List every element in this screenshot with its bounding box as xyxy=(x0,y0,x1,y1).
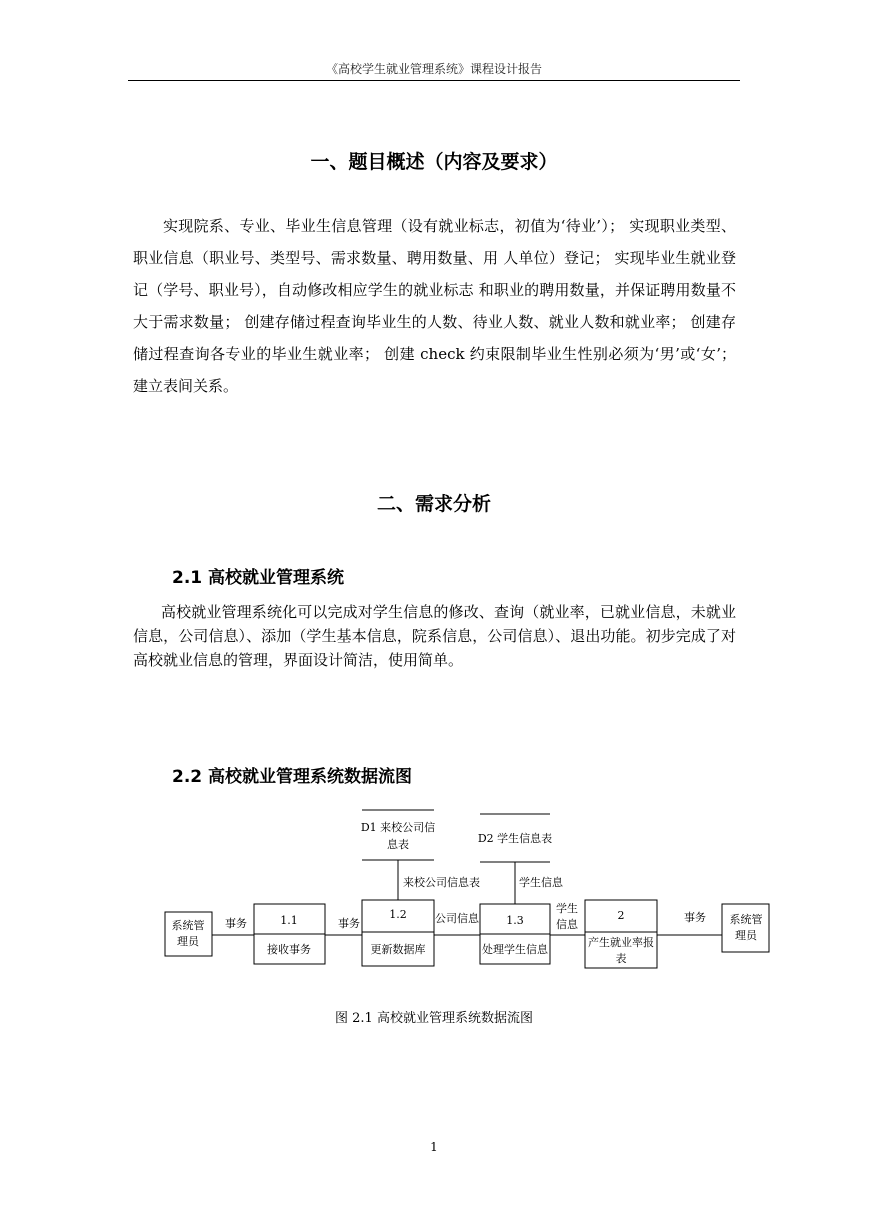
page-header-title: 《高校学生就业管理系统》课程设计报告 xyxy=(325,62,542,76)
process-1-1-id: 1.1 xyxy=(280,914,298,927)
datastore-d1-line2: 息表 xyxy=(387,838,409,851)
section1-paragraph: 实现院系、专业、毕业生信息管理（设有就业标志，初值为‘待业’）； 实现职业类型、职业信息（职业号、类型号、需求数量、聘用数量、用 人单位）登记； 实现毕业生就业登记（学号、职业号），自动修改相应学生的就业标志 和职业的聘用数量，并保证聘用数量不大于需求数量； 创建存储过程查询毕业生的人数、待业人数、就业人数和就业率； 创建存储过程查询各专业的毕业生就业率； 创建 check 约束限制毕业生性别必须为‘男’或‘女’； 建立表间关系。 xyxy=(133,217,736,395)
flow-label-e: 事务 xyxy=(684,911,706,924)
flow-label-b: 事务 xyxy=(338,917,360,930)
entity-right-line2: 理员 xyxy=(735,929,757,942)
subsection-2-1-heading: 2.1 高校就业管理系统 xyxy=(172,568,345,588)
flow-label-d-line2: 信息 xyxy=(556,918,578,931)
flow-label-d1: 来校公司信息表 xyxy=(403,876,480,889)
datastore-d1-line1: D1 来校公司信 xyxy=(360,821,436,834)
flow-label-d-line1: 学生 xyxy=(556,902,578,915)
subsection-2-2-heading: 2.2 高校就业管理系统数据流图 xyxy=(172,767,413,787)
process-1-2-id: 1.2 xyxy=(389,908,407,921)
entity-left-line2: 理员 xyxy=(177,935,199,948)
data-flow-diagram xyxy=(150,800,790,980)
process-1-2-name: 更新数据库 xyxy=(370,943,426,956)
flow-label-d2: 学生信息 xyxy=(519,876,563,889)
section1-heading: 一、题目概述（内容及要求） xyxy=(310,151,558,173)
process-2-id: 2 xyxy=(617,909,625,922)
process-2-name-line2: 表 xyxy=(615,952,627,965)
process-1-1-name: 接收事务 xyxy=(267,943,311,956)
flow-label-c: 公司信息 xyxy=(435,912,479,925)
header-divider xyxy=(128,80,740,81)
entity-left-line1: 系统管 xyxy=(171,919,205,932)
section2-heading: 二、需求分析 xyxy=(376,493,491,515)
flow-label-a: 事务 xyxy=(225,917,247,930)
process-2-name-line1: 产生就业率报 xyxy=(588,936,654,949)
process-1-3-id: 1.3 xyxy=(506,914,524,927)
entity-right-line1: 系统管 xyxy=(729,913,763,926)
figure-caption: 图 2.1 高校就业管理系统数据流图 xyxy=(335,1011,533,1026)
subsection-2-1-paragraph: 高校就业管理系统化可以完成对学生信息的修改、查询（就业率，已就业信息，未就业信息，公司信息）、添加（学生基本信息，院系信息，公司信息）、退出功能。初步完成了对高校就业信息的管理，界面设计简洁，使用简单。 xyxy=(133,603,736,669)
process-1-3-name: 处理学生信息 xyxy=(482,943,548,956)
datastore-d2: D2 学生信息表 xyxy=(477,832,553,845)
page-number: 1 xyxy=(430,1140,438,1154)
